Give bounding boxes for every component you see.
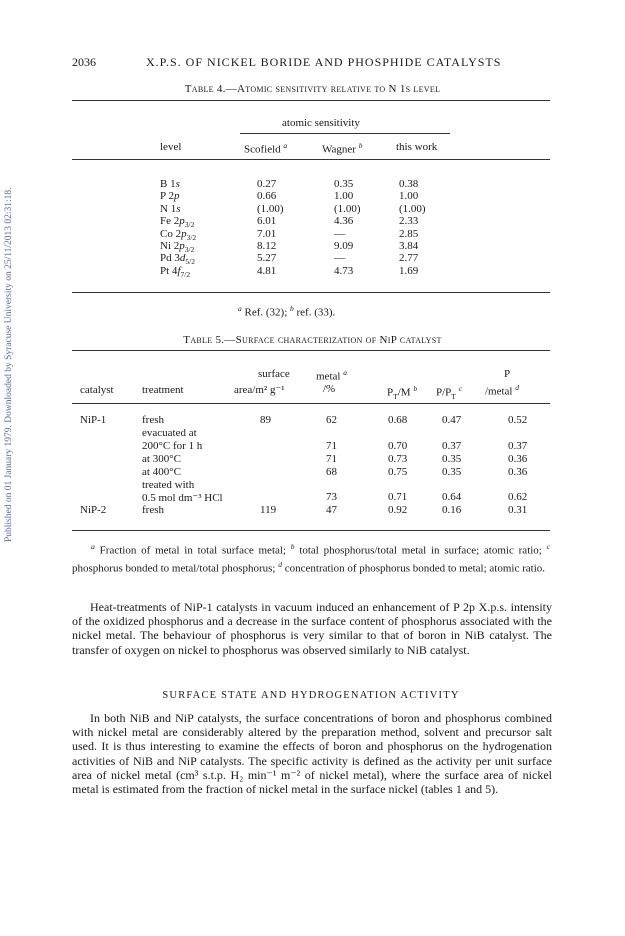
table4-cell-level: Co $2p_{3/2}$ <box>160 227 197 242</box>
table5-cell-p-metal: 0.52 <box>508 414 528 426</box>
table4-cell-wagner: — <box>334 252 345 265</box>
table5-caption: Table 5.—Surface characterization of NiP catalyst <box>183 334 442 346</box>
table5-cell-metal: 47 <box>326 504 337 517</box>
table5-header-rule <box>72 403 550 404</box>
table4-col-this-work: this work <box>396 141 438 153</box>
table5-cell-p-pt: 0.64 <box>442 491 462 504</box>
table5-col-p-pt: $P/P_T$ $^c$ <box>436 384 462 401</box>
table4-cell-wagner: — <box>334 227 345 240</box>
table5-col-surface: surface <box>258 368 290 380</box>
table5-cell-p-metal: 0.62 <box>508 491 528 504</box>
table4-cell-scofield: 0.66 <box>257 190 277 203</box>
table5-cell-p-metal: 0.37 <box>508 439 528 452</box>
table5-cell-area: 89 <box>260 414 271 426</box>
table4-col-wagner: Wagner $^b$ <box>322 141 363 156</box>
table5-cell-catalyst: NiP-1 <box>80 414 107 426</box>
table4-cell-wagner: 4.36 <box>334 215 354 228</box>
table4-group-rule <box>240 133 450 134</box>
table4-top-rule <box>72 100 550 101</box>
table5-col-p-metal: /metal $^d$ <box>485 383 519 398</box>
table5-cell-pt-m: 0.71 <box>388 491 408 504</box>
table5-cell-metal: 71 <box>326 452 337 465</box>
table4-caption: Table 4.—Atomic sensitivity relative to N 1s level <box>184 83 441 95</box>
table4-cell-this-work: 2.85 <box>399 227 419 240</box>
table4-group-header: atomic sensitivity <box>282 117 360 129</box>
table4-header-rule <box>72 159 550 160</box>
table4-cell-wagner: 4.73 <box>334 264 354 277</box>
table4-cell-level: Pt $4f_{7/2}$ <box>160 264 191 279</box>
table5-cell-treatment: fresh <box>142 504 164 517</box>
table5-cell-p-pt: 0.35 <box>442 465 462 478</box>
table5-cell-metal: 73 <box>326 491 337 504</box>
section-heading: SURFACE STATE AND HYDROGENATION ACTIVITY <box>162 690 460 701</box>
table5-bottom-rule <box>72 530 550 531</box>
table4-cell-this-work: 1.00 <box>399 190 419 203</box>
table5-cell-treatment: at 400°C <box>142 465 181 478</box>
table4-cell-this-work: (1.00) <box>399 202 426 215</box>
table5-cell-pt-m: 0.75 <box>388 465 408 478</box>
table4-cell-level: Ni $2p_{3/2}$ <box>160 240 195 255</box>
table5-cell-pt-m: 0.73 <box>388 452 408 465</box>
table4-cell-this-work: 1.69 <box>399 264 419 277</box>
table5-cell-p-metal: 0.31 <box>508 504 528 517</box>
table5-cell-metal: 68 <box>326 465 337 478</box>
table5-cell-p-metal: 0.36 <box>508 465 528 478</box>
page-number: 2036 <box>72 55 96 69</box>
table5-cell-pt-m: 0.68 <box>388 414 408 426</box>
download-notice: Published on 01 January 1979. Downloaded by Syracuse University on 25/11/2013 02:31:18. <box>4 187 14 543</box>
table4-bottom-rule <box>72 292 550 293</box>
table5-cell-area: 119 <box>260 504 277 517</box>
table4-col-level: level <box>160 141 182 153</box>
table5-footnote: $^a$ Fraction of metal in total surface metal; $^b$ total phosphorus/total metal in surface; atomic ratio; $^c$ phosphorus bonded to metal/total phosphorus; $^d$ concentration of phosphorus bonded to metal; atomic ratio. <box>72 542 550 575</box>
table4-footnote: $^a$ Ref. (32); $^b$ ref. (33). <box>238 304 336 319</box>
table5-cell-p-metal: 0.36 <box>508 452 528 465</box>
table4-cell-scofield: 6.01 <box>257 215 277 228</box>
table4-cell-this-work: 3.84 <box>399 240 419 252</box>
table5-cell-p-pt: 0.16 <box>442 504 462 517</box>
body-paragraph-2: In both NiB and NiP catalysts, the surface concentrations of boron and phosphorus combined with nickel metal are considerably altered by the preparation method, solvent and precursor salt used. It is thus interesting to examine the effects of boron and phosphorus on the hydrogenation activities of NiB and NiP catalysts. The specific activity is defined as the activity per unit surface area of nickel metal (cm³ s.t.p. H₂ min⁻¹ m⁻² of nickel metal), where the surface area of nickel metal is estimated from the fraction of nickel metal in the surface nickel (tables 1 and 5). <box>72 711 552 797</box>
table4-cell-level: N 1s <box>160 202 181 215</box>
body-paragraph-1: Heat-treatments of NiP-1 catalysts in vacuum induced an enhancement of P 2p X.p.s. intensity of the oxidized phosphorus and a decrease in the surface content of phosphorus associated with the nickel metal. The behaviour of phosphorus is very similar to that of boron in NiB catalyst. The transfer of oxygen on nickel to phosphorus was observed similarly to NiB catalyst. <box>72 600 552 657</box>
running-title: X.P.S. OF NICKEL BORIDE AND PHOSPHIDE CATALYSTS <box>146 55 502 69</box>
table5-cell-metal: 62 <box>326 414 337 426</box>
table5-cell-catalyst: NiP-2 <box>80 504 107 517</box>
table4-cell-this-work: 0.38 <box>399 178 419 190</box>
table4-cell-scofield: (1.00) <box>257 202 284 215</box>
table5-cell-treatment: evacuated at <box>142 426 197 439</box>
table5-col-p: P <box>504 368 511 380</box>
table4-cell-this-work: 2.77 <box>399 252 419 265</box>
table4-cell-scofield: 5.27 <box>257 252 277 265</box>
table5-col-metal-unit: /% <box>323 383 336 395</box>
table4-cell-scofield: 4.81 <box>257 264 277 277</box>
table4-cell-level: B 1s <box>160 178 180 190</box>
table5-cell-treatment: 0.5 mol dm⁻³ HCl <box>142 492 223 505</box>
table5-col-metal: metal $^a$ <box>316 368 347 383</box>
table5-col-treatment: treatment <box>142 384 184 396</box>
table4-col-scofield: Scofield $^a$ <box>244 141 288 156</box>
table5-col-catalyst: catalyst <box>80 384 114 396</box>
table5-cell-metal: 71 <box>326 439 337 452</box>
table4-cell-wagner: 1.00 <box>334 190 354 203</box>
table5-cell-treatment: fresh <box>142 414 164 426</box>
table5-cell-p-pt: 0.37 <box>442 439 462 452</box>
table5-cell-pt-m: 0.92 <box>388 504 408 517</box>
table4-cell-level: P 2p <box>160 190 180 203</box>
table4-cell-scofield: 7.01 <box>257 227 277 240</box>
table5-top-rule <box>72 350 550 351</box>
table5-cell-p-pt: 0.47 <box>442 414 462 426</box>
table4-cell-wagner: 0.35 <box>334 178 354 190</box>
table4-cell-wagner: 9.09 <box>334 240 354 252</box>
table5-cell-treatment: at 300°C <box>142 452 181 465</box>
table5-cell-treatment: treated with <box>142 478 195 491</box>
table4-cell-level: Pd $3d_{5/2}$ <box>160 252 195 267</box>
table4-cell-wagner: (1.00) <box>334 202 361 215</box>
table4-cell-this-work: 2.33 <box>399 215 419 228</box>
table5-col-pt-m: $P_T/M$ $^b$ <box>387 384 418 401</box>
table5-cell-pt-m: 0.70 <box>388 439 408 452</box>
table4-cell-scofield: 8.12 <box>257 240 277 252</box>
table4-cell-level: Fe $2p_{3/2}$ <box>160 215 195 230</box>
table5-col-area: area/m² g⁻¹ <box>234 384 285 396</box>
table5-cell-treatment: 200°C for 1 h <box>142 439 203 452</box>
table4-cell-scofield: 0.27 <box>257 178 277 190</box>
table5-cell-p-pt: 0.35 <box>442 452 462 465</box>
